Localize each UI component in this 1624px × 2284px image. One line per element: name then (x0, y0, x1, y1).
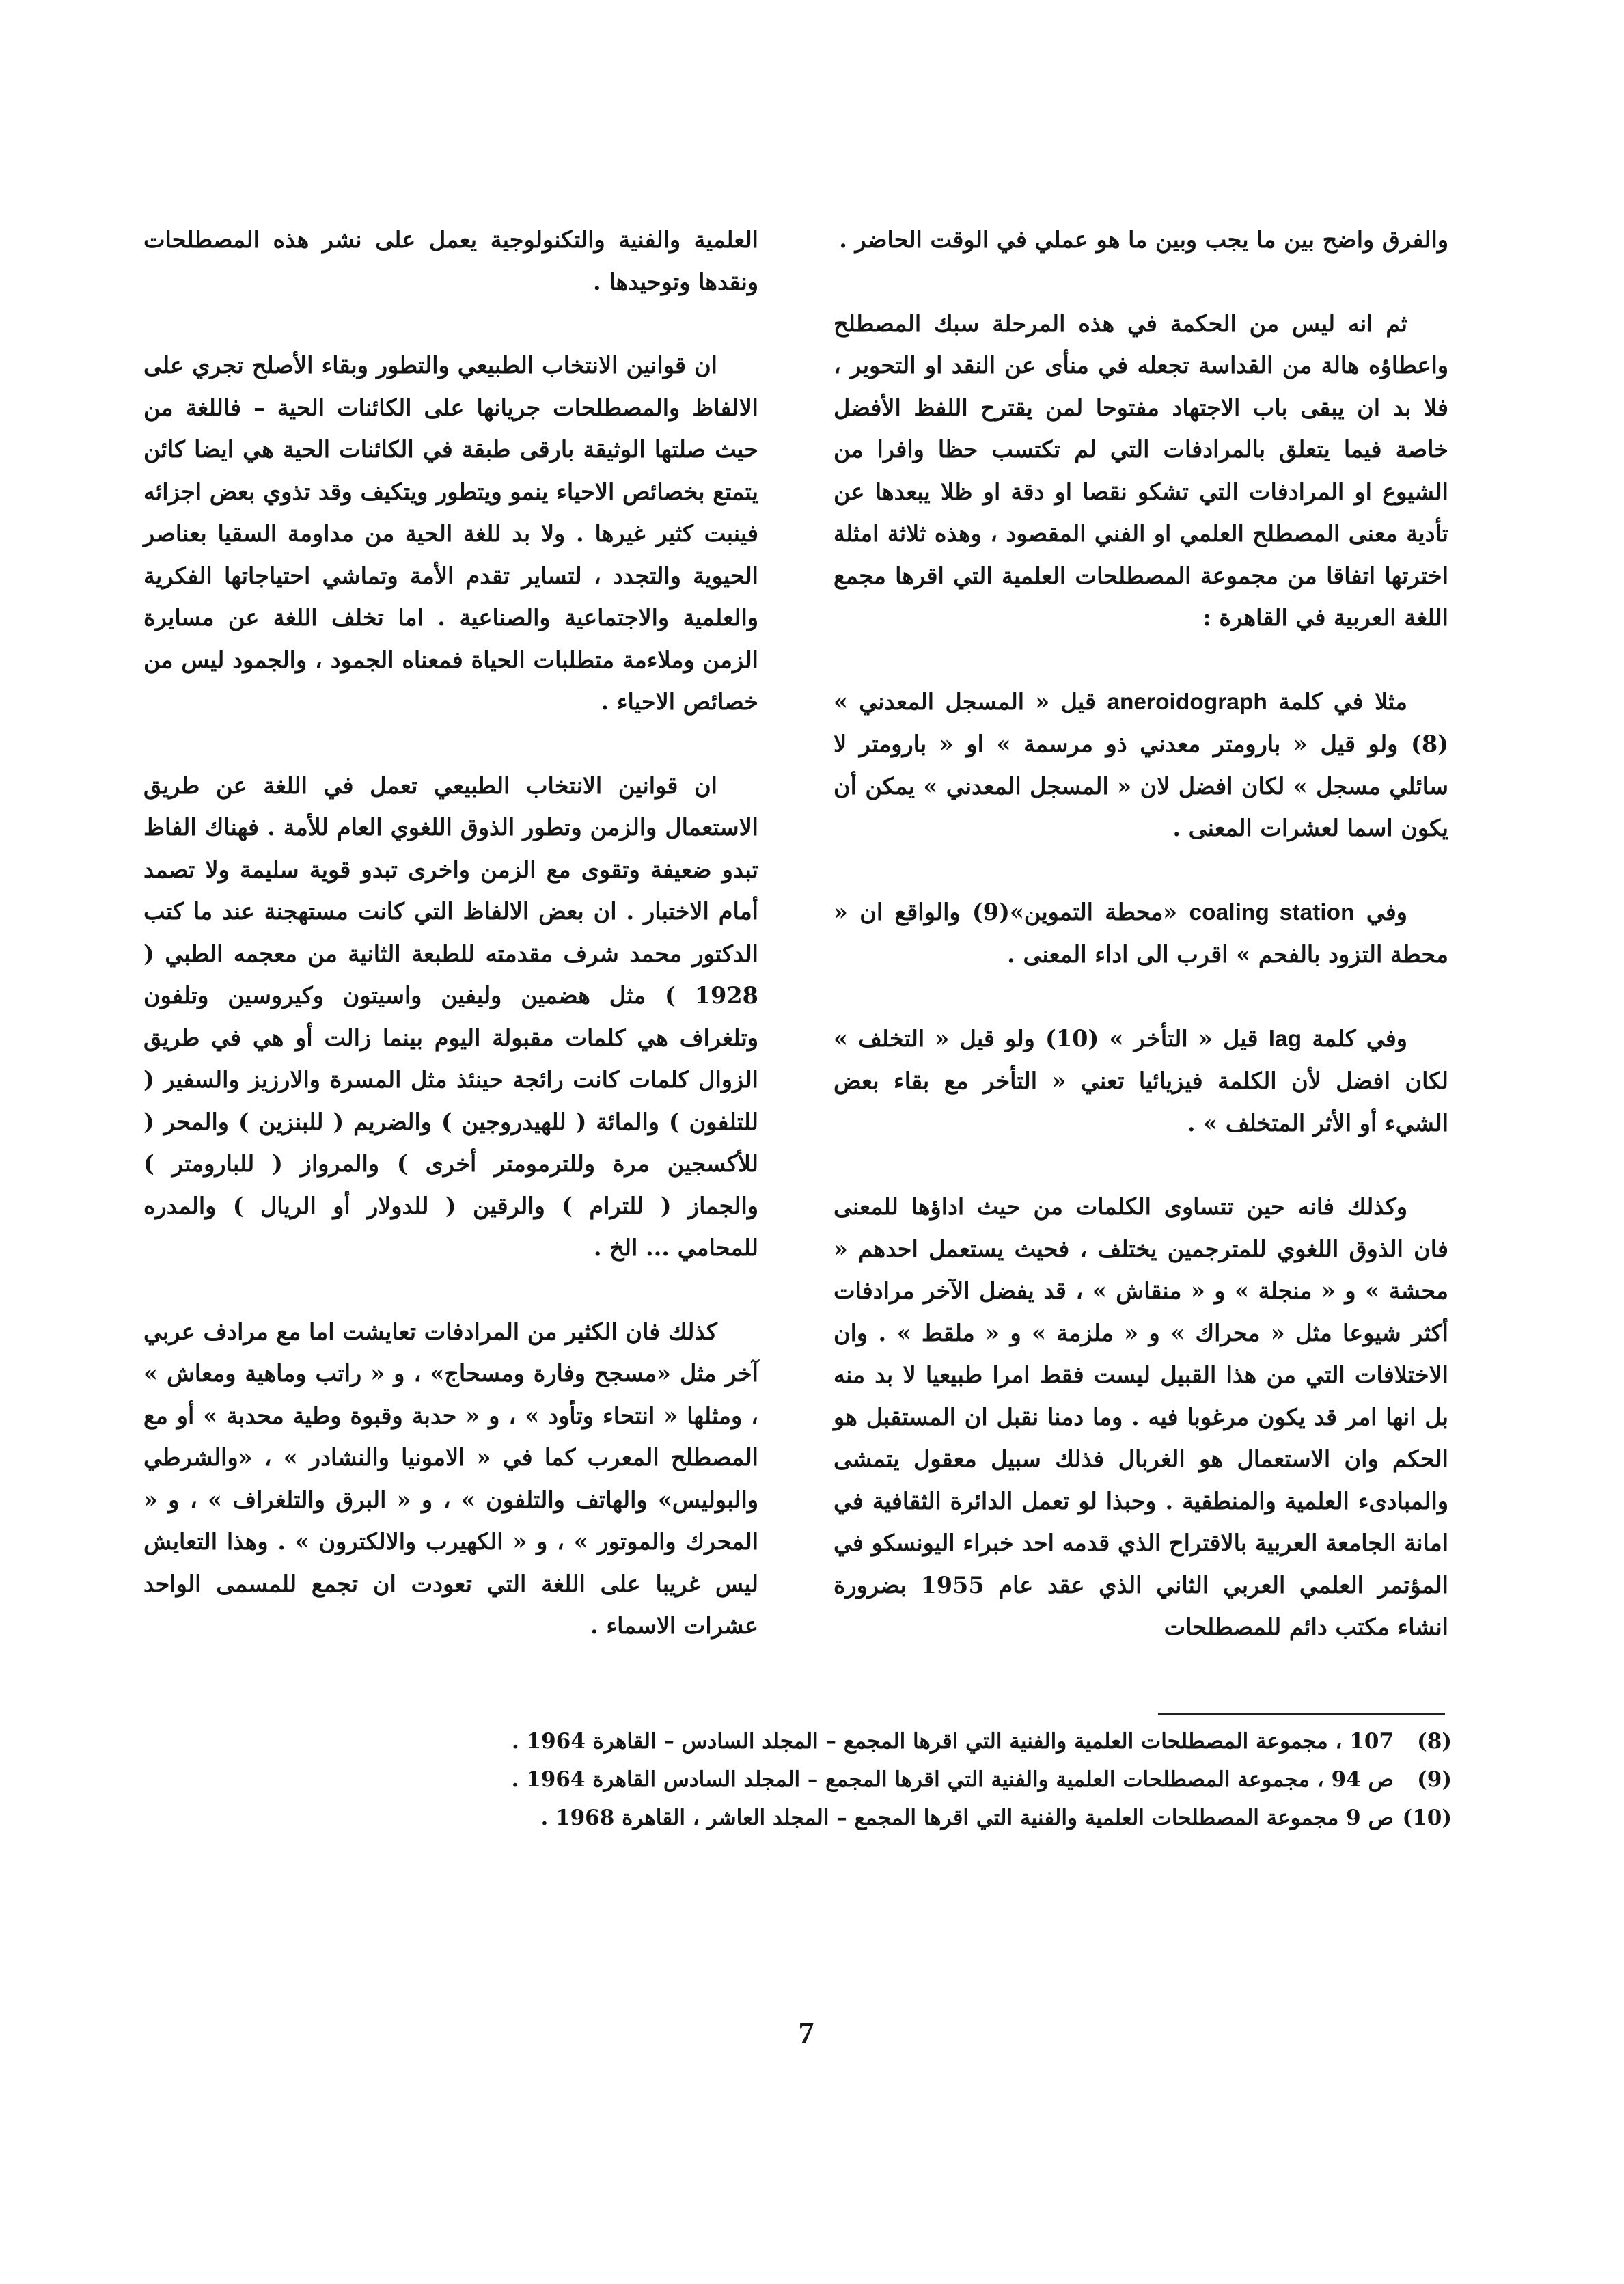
page-number: 7 (798, 2015, 814, 2050)
footnote-divider (1158, 1713, 1445, 1715)
footnotes (205, 1722, 1452, 1837)
paragraph: ان قوانين الانتخاب الطبيعي والتطور وبقاء الأصلح تجري على الالفاظ والمصطلحات جريانها على الكائنات الحية – فاللغة من حيث صلتها الوثيقة بارقى طبقة في الكائنات الحية هي ايضا كائن يتمتع بخصائص الاحياء ينمو ويتطور ويتكيف وقد تذوي بعض اجزائه فينبت كثير غيرها . ولا بد للغة الحية من مداومة السقيا بعناصر الحيوية والتجدد ، لتساير تقدم الأمة وتماشي احتياجاتها الفكرية والعلمية والاجتماعية والصناعية . اما تخلف اللغة عن مسايرة الزمن وملاءمة متطلبات الحياة فمعناه الجمود ، والجمود ليس من خصائص الاحياء . (143, 352, 758, 715)
paragraph: وكذلك فانه حين تتساوى الكلمات من حيث اداؤها للمعنى فان الذوق اللغوي للمترجمين يختلف ، فحيث يستعمل احدهم « محشة » و « منجلة » و « منقاش » ، قد يفضل الآخر مرادفات أكثر شيوعا مثل « محراك » و « ملزمة » و « ملقط » . وان الاختلافات التي من هذا القبيل ليست فقط امرا طبيعيا لا بد منه بل انها امر قد يكون مرغوبا فيه . وما دمنا نقبل ان المستقبل هو الحكم وان الاستعمال هو الغربال فذلك سبيل معقول يتمشى والمبادىء العلمية والمنطقية . وحبذا لو تعمل الدائرة الثقافية في امانة الجامعة العربية بالاقتراح الذي قدمه احد خبراء اليونسكو في المؤتمر العلمي العربي الثاني الذي عقد عام 1955 بضرورة انشاء مكتب دائم للمصطلحات (834, 1193, 1448, 1640)
paragraph-lag (834, 1018, 1448, 1145)
footnote-number: (10) (1402, 1806, 1452, 1830)
paragraph-text: وفي (1366, 898, 1407, 925)
left-column (143, 219, 758, 1689)
paragraph-text: قيل « التأخر » (10) ولو قيل « التخلف » لكان افضل لأن الكلمة فيزيائيا تعني « التأخر مع بقاء بعض الشيء أو الأثر المتخلف » . (834, 1024, 1448, 1137)
paragraph: العلمية والفنية والتكنولوجية يعمل على نشر هذه المصطلحات ونقدها وتوحيدها . (143, 226, 758, 295)
footnote-text: ص 9 مجموعة المصطلحات العلمية والفنية التي اقرها المجمع – المجلد العاشر ، القاهرة 1968 . (540, 1806, 1394, 1830)
footnote (205, 1799, 1452, 1837)
footnote (205, 1760, 1452, 1799)
paragraph: كذلك فان الكثير من المرادفات تعايشت اما مع مرادف عربي آخر مثل «مسجح وفارة ومسحاج» ، و « راتب وماهية ومعاش » ، ومثلها « انتحاء وتأود » ، و « حدبة وقبوة وطية محدبة » أو مع المصطلح المعرب كما في « الامونيا والنشادر » ، «والشرطي والبوليس» والهاتف والتلفون » ، و « البرق والتلغراف » ، و « المحرك والموتور » ، و « الكهيرب والالكترون » . وهذا التعايش ليس غريبا على اللغة التي تعودت ان تجمع للمسمى الواحد عشرات الاسماء . (143, 1318, 758, 1639)
foreign-term: lag (1268, 1026, 1302, 1052)
paragraph-coaling-station (834, 891, 1448, 976)
paragraph-text: مثلا في كلمة (1278, 688, 1407, 715)
paragraph-aneroidograph (834, 681, 1448, 849)
footnote (205, 1722, 1452, 1760)
right-column (834, 219, 1448, 1690)
paragraph-text: «محطة التموين»(9) والواقع ان « محطة التزود بالفحم » اقرب الى اداء المعنى . (834, 898, 1448, 968)
foreign-term: aneroidograph (1107, 689, 1267, 715)
paragraph: ثم انه ليس من الحكمة في هذه المرحلة سبك المصطلح واعطاؤه هالة من القداسة تجعله في منأى عن النقد او التحوير ، فلا بد ان يبقى باب الاجتهاد مفتوحا لمن يقترح اللفظ الأفضل خاصة فيما يتعلق بالمرادفات التي لم تكتسب حظا وافرا من الشيوع او المرادفات التي تشكو نقصا او دقة او ظلا يبعدها عن تأدية معنى المصطلح العلمي او الفني المقصود ، وهذه ثلاثة امثلة اخترتها اتفاقا من مجموعة المصطلحات العلمية التي اقرها مجمع اللغة العربية في القاهرة : (834, 310, 1448, 631)
paragraph-text: قيل « المسجل المعدني » (8) ولو قيل « بارومتر معدني ذو مرسمة » او « بارومتر لا سائلي مسجل » لكان افضل لان « المسجل المعدني » يمكن أن يكون اسما لعشرات المعنى . (834, 688, 1448, 841)
footnote-number: (8) (1417, 1729, 1452, 1754)
paragraph-text: وفي كلمة (1312, 1024, 1407, 1052)
paragraph: ان قوانين الانتخاب الطبيعي تعمل في اللغة عن طريق الاستعمال والزمن وتطور الذوق اللغوي العام للأمة . فهناك الفاظ تبدو ضعيفة وتقوى مع الزمن واخرى تبدو قوية سليمة ولا تصمد أمام الاختبار . ان بعض الالفاظ التي كانت مستهجنة عند ما كتب الدكتور محمد شرف مقدمته للطبعة الثانية من معجمه الطبي ( 1928 ) مثل هضمين وليفين واسيتون وكيروسين وتلفون وتلغراف هي كلمات مقبولة اليوم بينما زالت أو هي في طريق الزوال كلمات كانت رائجة حينئذ مثل المسرة والارزيز والسفير ( للتلفون ) والمائة ( للهيدروجين ) والضريم ( للبنزين ) والمحر ( للأكسجين مرة وللترمومتر أخرى ) والمرواز ( للبارومتر ) والجماز ( للترام ) والرقين ( للدولار أو الريال ) والمدره للمحامي ... الخ . (143, 772, 758, 1261)
paragraph: والفرق واضح بين ما يجب وبين ما هو عملي في الوقت الحاضر . (839, 226, 1448, 253)
foreign-term: coaling station (1189, 899, 1355, 925)
footnote-text: 107 ، مجموعة المصطلحات العلمية والفنية التي اقرها المجمع – المجلد السادس – القاهرة 1964 . (512, 1729, 1394, 1754)
footnote-number: (9) (1417, 1767, 1452, 1792)
footnote-text: ص 94 ، مجموعة المصطلحات العلمية والفنية التي اقرها المجمع – المجلد السادس القاهرة 1964 . (511, 1767, 1394, 1792)
